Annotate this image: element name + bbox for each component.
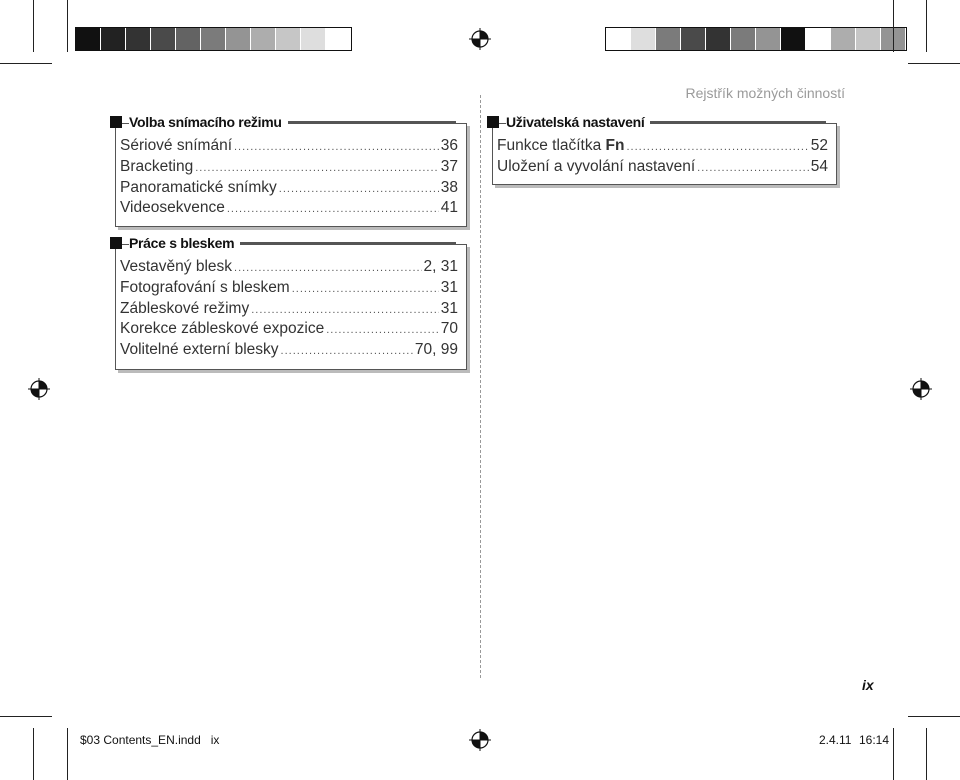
entry-page: 70 <box>440 320 458 338</box>
crop-mark <box>893 728 894 780</box>
color-swatch <box>731 28 756 50</box>
color-swatch <box>831 28 856 50</box>
color-swatch <box>806 28 831 50</box>
color-swatch <box>706 28 731 50</box>
entry-page: 38 <box>440 178 458 196</box>
entry-label: Vestavěný blesk <box>120 258 233 275</box>
entry-label: Sériové snímání <box>120 137 232 154</box>
crop-mark <box>908 716 960 717</box>
entry-page: 54 <box>810 157 828 175</box>
slug-time: 16:14 <box>859 733 890 747</box>
crop-mark <box>893 0 894 52</box>
color-swatch <box>76 28 101 50</box>
crop-mark <box>0 63 52 64</box>
index-entry[interactable] <box>497 157 828 178</box>
index-entry[interactable] <box>120 136 458 157</box>
entry-page: 37 <box>440 157 458 175</box>
bullet-square-icon <box>487 116 499 128</box>
color-swatch <box>151 28 176 50</box>
entry-label: Funkce tlačítka Fn <box>497 137 625 154</box>
section-flash <box>115 235 467 370</box>
entry-label: Fotografování s bleskem <box>120 278 290 296</box>
entry-label: Zábleskové režimy <box>120 299 250 317</box>
entry-label: Korekce zábleskové expozice <box>120 320 325 338</box>
color-bar-right <box>605 27 907 51</box>
section-capture-mode <box>115 114 467 227</box>
entry-page: 52 <box>810 137 828 154</box>
index-entries <box>497 136 828 178</box>
color-swatch <box>681 28 706 50</box>
color-swatch <box>101 28 126 50</box>
index-entry[interactable] <box>120 299 458 320</box>
index-entry[interactable] <box>120 278 458 299</box>
index-entry[interactable] <box>120 157 458 178</box>
crop-mark <box>33 728 34 780</box>
crop-mark <box>67 0 68 52</box>
color-swatch <box>126 28 151 50</box>
color-swatch <box>176 28 201 50</box>
color-swatch <box>226 28 251 50</box>
entry-label: Volitelné externí blesky <box>120 341 279 359</box>
registration-mark-icon <box>469 28 491 50</box>
crop-mark <box>926 0 927 52</box>
entry-label: Panoramatické snímky <box>120 178 277 196</box>
index-entry[interactable] <box>120 198 458 219</box>
color-swatch <box>606 28 631 50</box>
crop-mark <box>908 63 960 64</box>
index-entry[interactable] <box>120 340 458 361</box>
color-swatch <box>756 28 781 50</box>
entry-page: 36 <box>440 137 458 154</box>
entry-page: 31 <box>440 278 458 296</box>
entry-page: 31 <box>440 299 458 317</box>
crop-mark <box>0 716 52 717</box>
page-number: ix <box>862 677 874 693</box>
color-swatch <box>201 28 226 50</box>
color-swatch <box>781 28 806 50</box>
crop-mark <box>33 0 34 52</box>
index-entries <box>120 257 458 361</box>
color-swatch <box>251 28 276 50</box>
section-title: Práce s bleskem <box>129 235 240 251</box>
entry-label: Videosekvence <box>120 199 225 217</box>
registration-mark-icon <box>28 378 50 400</box>
color-swatch <box>301 28 326 50</box>
crop-mark <box>67 728 68 780</box>
index-entry[interactable] <box>120 257 458 278</box>
color-swatch <box>631 28 656 50</box>
entry-label: Bracketing <box>120 157 194 175</box>
registration-mark-icon <box>469 729 491 751</box>
section-title: Uživatelská nastavení <box>506 114 650 130</box>
color-swatch <box>856 28 881 50</box>
column-divider <box>480 95 481 678</box>
bullet-square-icon <box>110 237 122 249</box>
entry-page: 70, 99 <box>414 341 458 359</box>
fn-button-label: Fn <box>605 137 625 154</box>
bullet-square-icon <box>110 116 122 128</box>
section-header <box>110 114 456 130</box>
color-swatch <box>326 28 351 50</box>
crop-mark <box>926 728 927 780</box>
section-header <box>487 114 826 130</box>
color-swatch <box>656 28 681 50</box>
entry-page: 2, 31 <box>423 258 458 275</box>
entry-label: Uložení a vyvolání nastavení <box>497 157 696 175</box>
registration-mark-icon <box>910 378 932 400</box>
color-bar-left <box>75 27 352 51</box>
slug-date: 2.4.11 <box>819 733 852 747</box>
slug-file: $03 Contents_EN.indd ix <box>80 733 220 747</box>
running-head: Rejstřík možných činností <box>685 85 845 101</box>
index-entry[interactable] <box>120 319 458 340</box>
section-title: Volba snímacího režimu <box>129 114 288 130</box>
section-custom-settings <box>492 114 837 185</box>
index-entries <box>120 136 458 219</box>
section-header <box>110 235 456 251</box>
entry-page: 41 <box>440 199 458 217</box>
index-entry[interactable] <box>497 136 828 157</box>
color-swatch <box>276 28 301 50</box>
index-entry[interactable] <box>120 178 458 199</box>
